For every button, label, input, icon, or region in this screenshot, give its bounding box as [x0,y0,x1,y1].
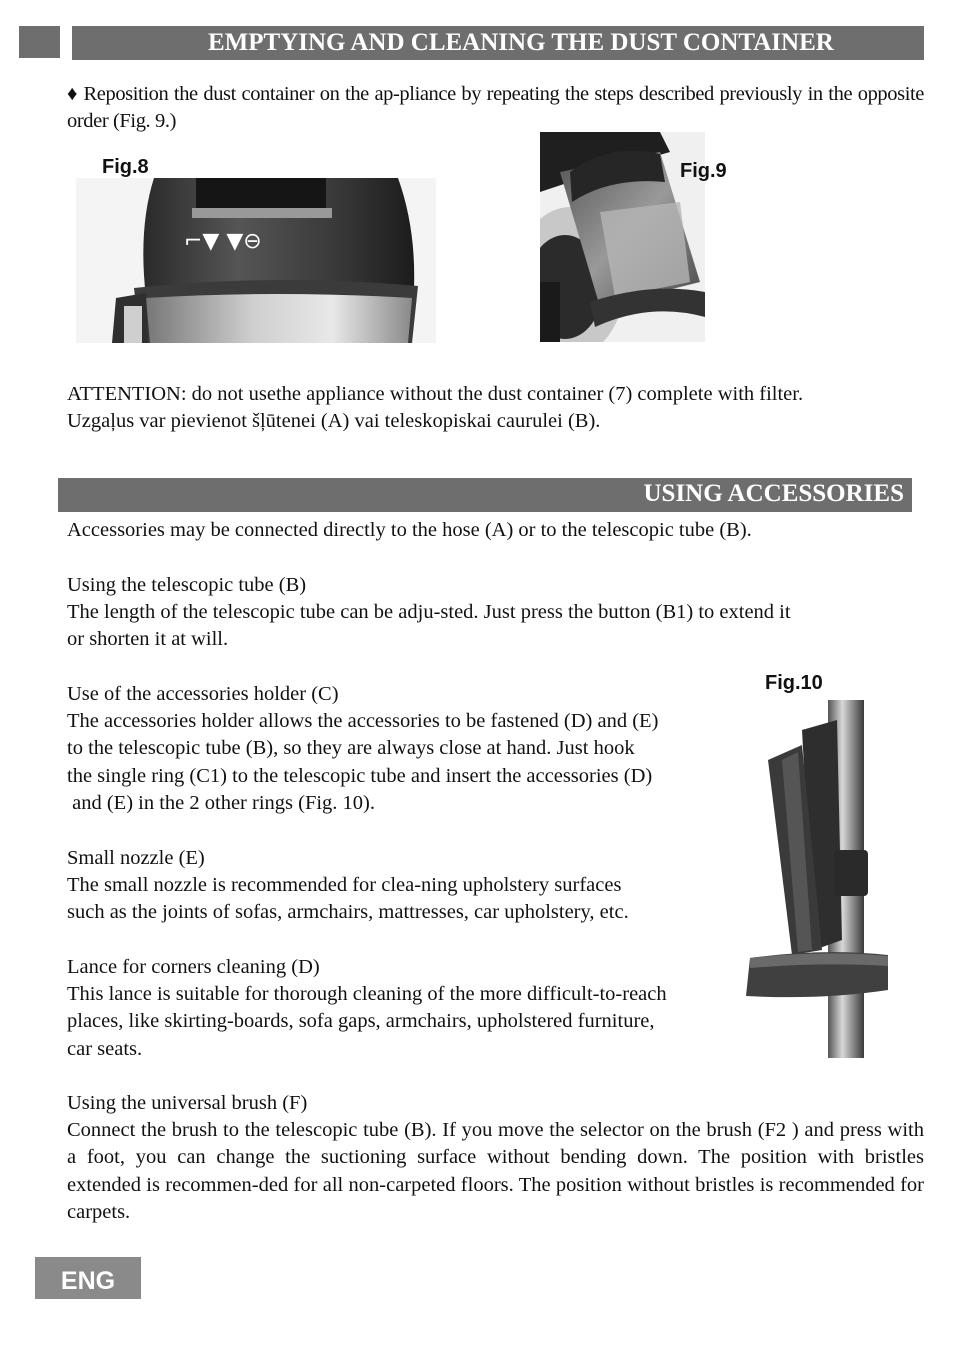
tube-title: Using the telescopic tube (B) [67,573,307,596]
nozzle-line-2: such as the joints of sofas, armchairs, mattresses, car upholstery, etc. [67,901,629,924]
holder-line-4: and (E) in the 2 other rings (Fig. 10). [67,791,376,814]
section-title-accessories: USING ACCESSORIES [58,478,912,512]
holder-line-3: the single ring (C1) to the telescopic tube and insert the accessories (D) [67,764,653,787]
intro-paragraph: ♦ Reposition the dust container on the ap-pliance by repeating the steps described previously in the opposite order (Fig. 9.) [67,83,924,132]
nozzle-title: Small nozzle (E) [67,846,205,869]
lance-title: Lance for corners cleaning (D) [67,955,320,978]
fig9-label: Fig.9 [680,160,727,182]
accessories-intro: Accessories may be connected directly to the hose (A) or to the telescopic tube (B). [67,519,752,541]
fig10-accessories-holder-image [742,700,907,1058]
accessories-body [67,517,847,1118]
brush-title: Using the universal brush (F) [67,1092,308,1115]
language-badge: ENG [35,1257,141,1299]
fig8-label: Fig.8 [102,156,149,178]
tube-line-2: or shorten it at will. [67,628,229,651]
header-marker [19,26,60,58]
nozzle-line-1: The small nozzle is recommended for clea-ning upholstery surfaces [67,873,622,896]
brush-paragraph: Connect the brush to the telescopic tube (B). If you move the selector on the brush (F2 ) and press with a foot, you can change the suctioning surface without bending down. The position with bristles extended is recommen-ded for all non-carpeted floors. The position without bristles is recommended for carpets. [67,1119,924,1223]
attention-line-2: Uzgaļus var pievienot šļūtenei (A) vai teleskopiskai caurulei (B). [67,410,601,432]
section-title-emptying: EMPTYING AND CLEANING THE DUST CONTAINER [72,26,924,60]
lance-line-3: car seats. [67,1037,143,1060]
fig8-dust-container-image [76,178,436,343]
svg-text:⌐▼ ▼⊖: ⌐▼ ▼⊖ [184,229,262,254]
lance-line-1: This lance is suitable for thorough cleaning of the more difficult-to-reach [67,983,667,1006]
attention-line-1: ATTENTION: do not usethe appliance without the dust container (7) complete with filter. [67,383,804,405]
fig10-label: Fig.10 [765,672,823,694]
holder-line-1: The accessories holder allows the accessories to be fastened (D) and (E) [67,710,659,733]
tube-line-1: The length of the telescopic tube can be adju-sted. Just press the button (B1) to extend it [67,600,791,623]
lance-line-2: places, like skirting-boards, sofa gaps, armchairs, upholstered furniture, [67,1010,655,1033]
holder-title: Use of the accessories holder (C) [67,682,339,705]
holder-line-2: to the telescopic tube (B), so they are always close at hand. Just hook [67,737,635,760]
